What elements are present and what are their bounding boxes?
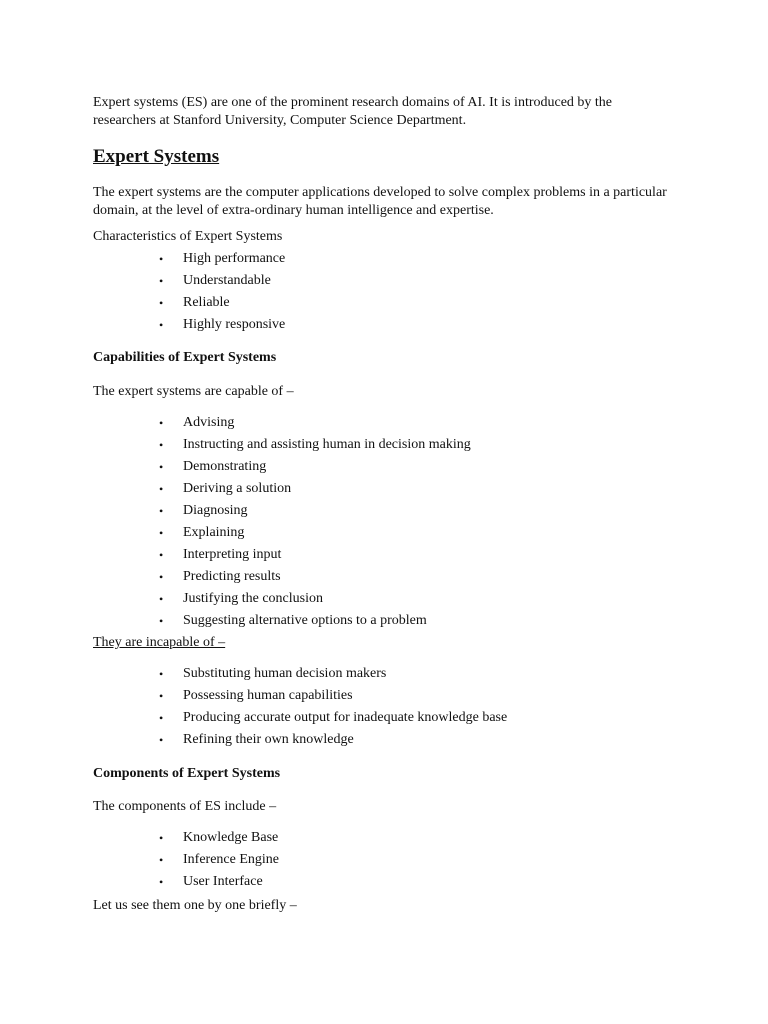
list-item: • Knowledge Base	[183, 829, 279, 851]
components-list	[183, 829, 279, 895]
list-item: • Justifying the conclusion	[183, 590, 471, 612]
list-item: • Demonstrating	[183, 458, 471, 480]
list-item: • Reliable	[183, 294, 285, 316]
list-item: • User Interface	[183, 873, 279, 895]
components-lead: The components of ES include –	[93, 799, 277, 814]
capabilities-lead: The expert systems are capable of –	[93, 384, 294, 399]
list-item: • Instructing and assisting human in decision making	[183, 436, 471, 458]
characteristics-label: Characteristics of Expert Systems	[93, 229, 283, 244]
list-item: • Refining their own knowledge	[183, 731, 507, 753]
list-item: • Possessing human capabilities	[183, 687, 507, 709]
list-item: • Interpreting input	[183, 546, 471, 568]
list-item: • Predicting results	[183, 568, 471, 590]
intro-paragraph: Expert systems (ES) are one of the prominent research domains of AI. It is introduced by the researchers at Stanford University, Computer Science Department.	[93, 95, 613, 128]
definition-paragraph: The expert systems are the computer applications developed to solve complex problems in a particular domain, at the level of extra-ordinary human intelligence and expertise.	[93, 185, 667, 218]
list-item: • Explaining	[183, 524, 471, 546]
list-item: • Inference Engine	[183, 851, 279, 873]
page-title: Expert Systems	[93, 146, 220, 167]
list-item: • Advising	[183, 414, 471, 436]
characteristics-list	[183, 250, 285, 338]
closing-line: Let us see them one by one briefly –	[93, 898, 297, 913]
capabilities-list	[183, 414, 471, 634]
list-item: • Substituting human decision makers	[183, 665, 507, 687]
incapabilities-lead: They are incapable of –	[93, 635, 226, 650]
list-item: • Producing accurate output for inadequate knowledge base	[183, 709, 507, 731]
list-item: • Understandable	[183, 272, 285, 294]
list-item: • Highly responsive	[183, 316, 285, 338]
list-item: • High performance	[183, 250, 285, 272]
capabilities-heading: Capabilities of Expert Systems	[93, 350, 277, 365]
list-item: • Diagnosing	[183, 502, 471, 524]
list-item: • Suggesting alternative options to a problem	[183, 612, 471, 634]
components-heading: Components of Expert Systems	[93, 766, 281, 781]
list-item: • Deriving a solution	[183, 480, 471, 502]
incapabilities-list	[183, 665, 507, 753]
